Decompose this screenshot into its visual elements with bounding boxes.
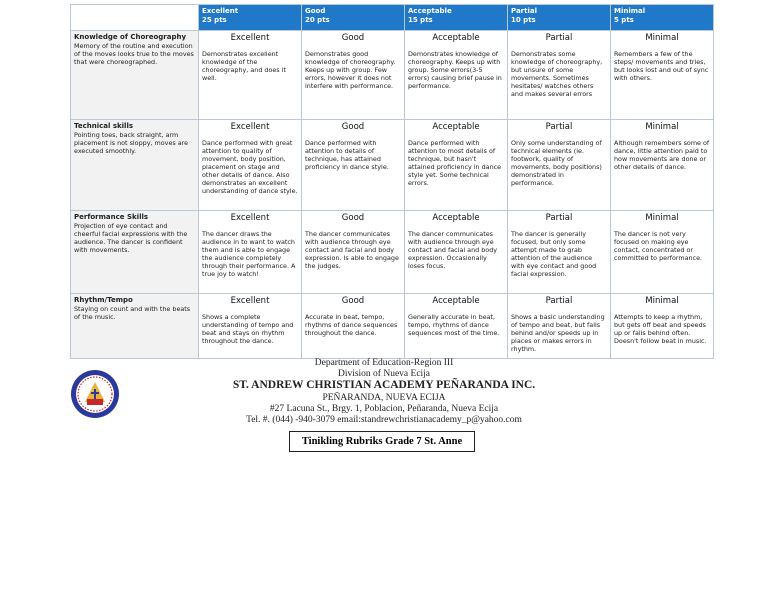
score-cell: Minimal The dancer is not very focused on making eye contact, concentrated or committed to performance.	[611, 211, 714, 294]
criterion-row-rhythm	[71, 294, 714, 359]
rubric-table	[70, 4, 714, 359]
score-cell: Minimal Attempts to keep a rhythm, but gets off beat and speeds up or falls behind often. Doesn't follow beat in music.	[611, 294, 714, 359]
header-acceptable: Acceptable 15 pts	[405, 5, 508, 31]
criterion-cell: Performance Skills Projection of eye contact and cheerful facial expressions with the audience. The dancer is confident with movements.	[71, 211, 199, 294]
score-cell: Minimal Remembers a few of the steps/ movements and tries, but looks lost and out of sync with others.	[611, 31, 714, 120]
criterion-cell: Knowledge of Choreography Memory of the routine and execution of the moves looks true to the moves that were choreographed.	[71, 31, 199, 120]
score-cell: Excellent Dance performed with great attention to quality of movement, body position, placement on stage and other details of dance. Also demonstrates an excellent understanding of dance style.	[199, 120, 302, 211]
criterion-row-technical	[71, 120, 714, 211]
town-line: PEÑARANDA, NUEVA ECIJA	[322, 393, 446, 403]
criterion-row-choreography	[71, 31, 714, 120]
score-cell: Partial The dancer is generally focused, but only some attempt made to grab attention of the audience with eye contact and good facial expression.	[508, 211, 611, 294]
school-name: ST. ANDREW CHRISTIAN ACADEMY PEÑARANDA INC.	[232, 379, 536, 391]
department-line: Department of Education-Region III	[314, 358, 454, 368]
score-cell: Partial Shows a basic understanding of tempo and beat, but falls behind and/or speeds up in places or makes errors in rhythm.	[508, 294, 611, 359]
score-cell: Acceptable Generally accurate in beat, tempo, rhythms of dance sequences most of the time.	[405, 294, 508, 359]
score-cell: Partial Only some understanding of technical elements (ie. footwork, quality of movements, body positions) demonstrated in performance.	[508, 120, 611, 211]
score-cell: Excellent Shows a complete understanding of tempo and beat and stays on rhythm throughout the dance.	[199, 294, 302, 359]
rubric-header-row	[71, 5, 714, 31]
criterion-cell: Technical skills Pointing toes, back straight, arm placement is not sloppy, moves are executed smoothly.	[71, 120, 199, 211]
header-good: Good 20 pts	[302, 5, 405, 31]
score-cell: Excellent Demonstrates excellent knowledge of the choreography, and does it well.	[199, 31, 302, 120]
header-blank-cell	[71, 5, 199, 31]
division-line: Division of Nueva Ecija	[337, 369, 431, 379]
contact-line: Tel. #. (044) -940-3079 email:standrewchristianacademy_p@yahoo.com	[246, 415, 522, 425]
criterion-row-performance	[71, 211, 714, 294]
score-cell: Excellent The dancer draws the audience in to want to watch them and is able to engage the audience completely through their performance. A true joy to watch!	[199, 211, 302, 294]
header-minimal: Minimal 5 pts	[611, 5, 714, 31]
address-line: #27 Lacuna St., Brgy. 1, Poblacion, Peñaranda, Nueva Ecija	[269, 404, 499, 414]
criterion-cell: Rhythm/Tempo Staying on count and with the beats of the music.	[71, 294, 199, 359]
score-cell: Good Demonstrates good knowledge of choreography. Keeps up with group. Few errors, however it does not interfere with performance.	[302, 31, 405, 120]
score-cell: Acceptable Demonstrates knowledge of choreography. Keeps up with group. Some errors(3-5 errors) causing brief pause in performance.	[405, 31, 508, 120]
score-cell: Good The dancer communicates with audience through eye contact and facial and body expression. Is able to engage the judges.	[302, 211, 405, 294]
header-partial: Partial 10 pts	[508, 5, 611, 31]
score-cell: Good Accurate in beat, tempo, rhythms of dance sequences throughout the dance.	[302, 294, 405, 359]
score-cell: Acceptable Dance performed with attention to most details of technique, but hasn't attained proficiency in dance style yet. Some technical errors.	[405, 120, 508, 211]
header-excellent: Excellent 25 pts	[199, 5, 302, 31]
score-cell: Acceptable The dancer communicates with audience through eye contact and facial and body expression. Occasionally loses focus.	[405, 211, 508, 294]
score-cell: Partial Demonstrates some knowledge of choreography, but unsure of some movements. Sometimes hesitates/ watches others and makes several errors	[508, 31, 611, 120]
score-cell: Good Dance performed with attention to details of technique, has attained proficiency in dance style.	[302, 120, 405, 211]
document-title: Tinikling Rubriks Grade 7 St. Anne	[289, 431, 475, 452]
score-cell: Minimal Although remembers some of dance, little attention paid to how movements are done or other details of dance.	[611, 120, 714, 211]
